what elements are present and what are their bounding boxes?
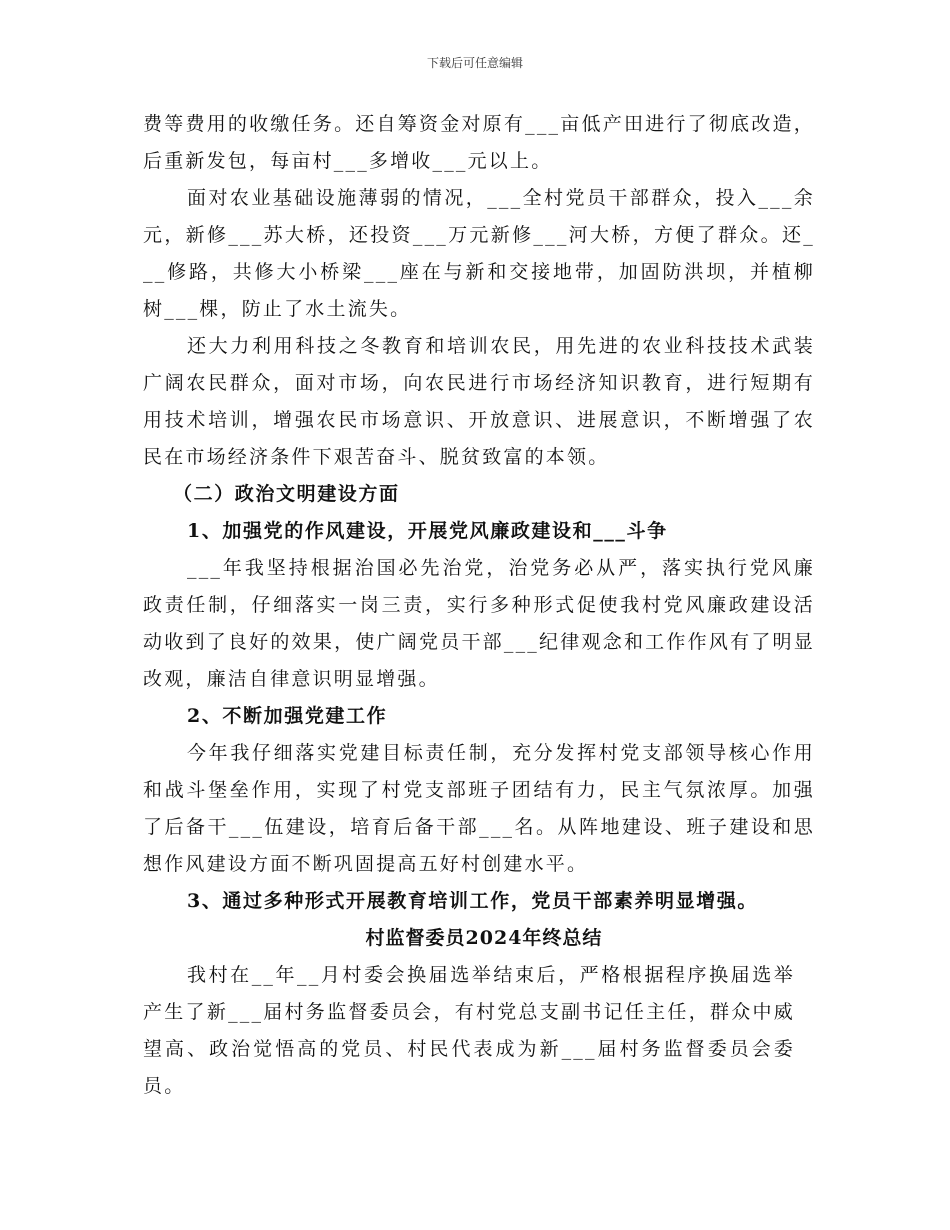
paragraph-3: 还大力利用科技之冬教育和培训农民，用先进的农业科技技术武装广阔农民群众，面对市场，向农民进行市场经济知识教育，进行短期有用技术培训，增强农民市场意识、开放意识、进展意识，不断增强了农民在市场经济条件下艰苦奋斗、脱贫致富的本领。 <box>143 335 815 468</box>
item-2-heading: 2、不断加强党建工作 <box>187 705 388 727</box>
article-text: 我村在__年__月村委会换届选举结束后，严格根据程序换届选举产生了新___届村务监督委员会，有村党总支副书记任主任，群众中威望高、政治觉悟高的党员、村民代表成为新___届村务监督委员会委员。 <box>143 964 795 1097</box>
item-1-heading: 1、加强党的作风建设，开展党风廉政建设和___斗争 <box>187 520 668 542</box>
page-header: 下载后可任意编辑 <box>426 56 523 70</box>
section-heading-political: （二）政治文明建设方面 <box>173 483 400 505</box>
item-3-heading: 3、通过多种形式开展教育培训工作，党员干部素养明显增强。 <box>187 890 759 912</box>
paragraph-1: 费等费用的收缴任务。还自筹资金对原有___亩低产田进行了彻底改造，后重新发包，每亩村___多增收___元以上。 <box>143 113 815 172</box>
item-1-text: ___年我坚持根据治国必先治党，治党务必从严，落实执行党风廉政责任制，仔细落实一岗三责，实行多种形式促使我村党风廉政建设活动收到了良好的效果，使广阔党员干部___纪律观念和工作作风有了明显改观，廉洁自律意识明显增强。 <box>143 557 815 690</box>
paragraph-2: 面对农业基础设施薄弱的情况，___全村党员干部群众，投入___余元，新修___苏大桥，还投资___万元新修___河大桥，方便了群众。还___修路，共修大小桥梁___座在与新和交接地带，加固防洪坝，并植柳树___棵，防止了水土流失。 <box>143 187 815 320</box>
item-2-text: 今年我仔细落实党建目标责任制，充分发挥村党支部领导核心作用和战斗堡垒作用，实现了村党支部班子团结有力，民主气氛浓厚。加强了后备干___伍建设，培育后备干部___名。从阵地建设、班子建设和思想作风建设方面不断巩固提高五好村创建水平。 <box>143 742 815 875</box>
article-title: 村监督委员2024年终总结 <box>365 927 603 949</box>
document-body <box>143 106 815 1105</box>
